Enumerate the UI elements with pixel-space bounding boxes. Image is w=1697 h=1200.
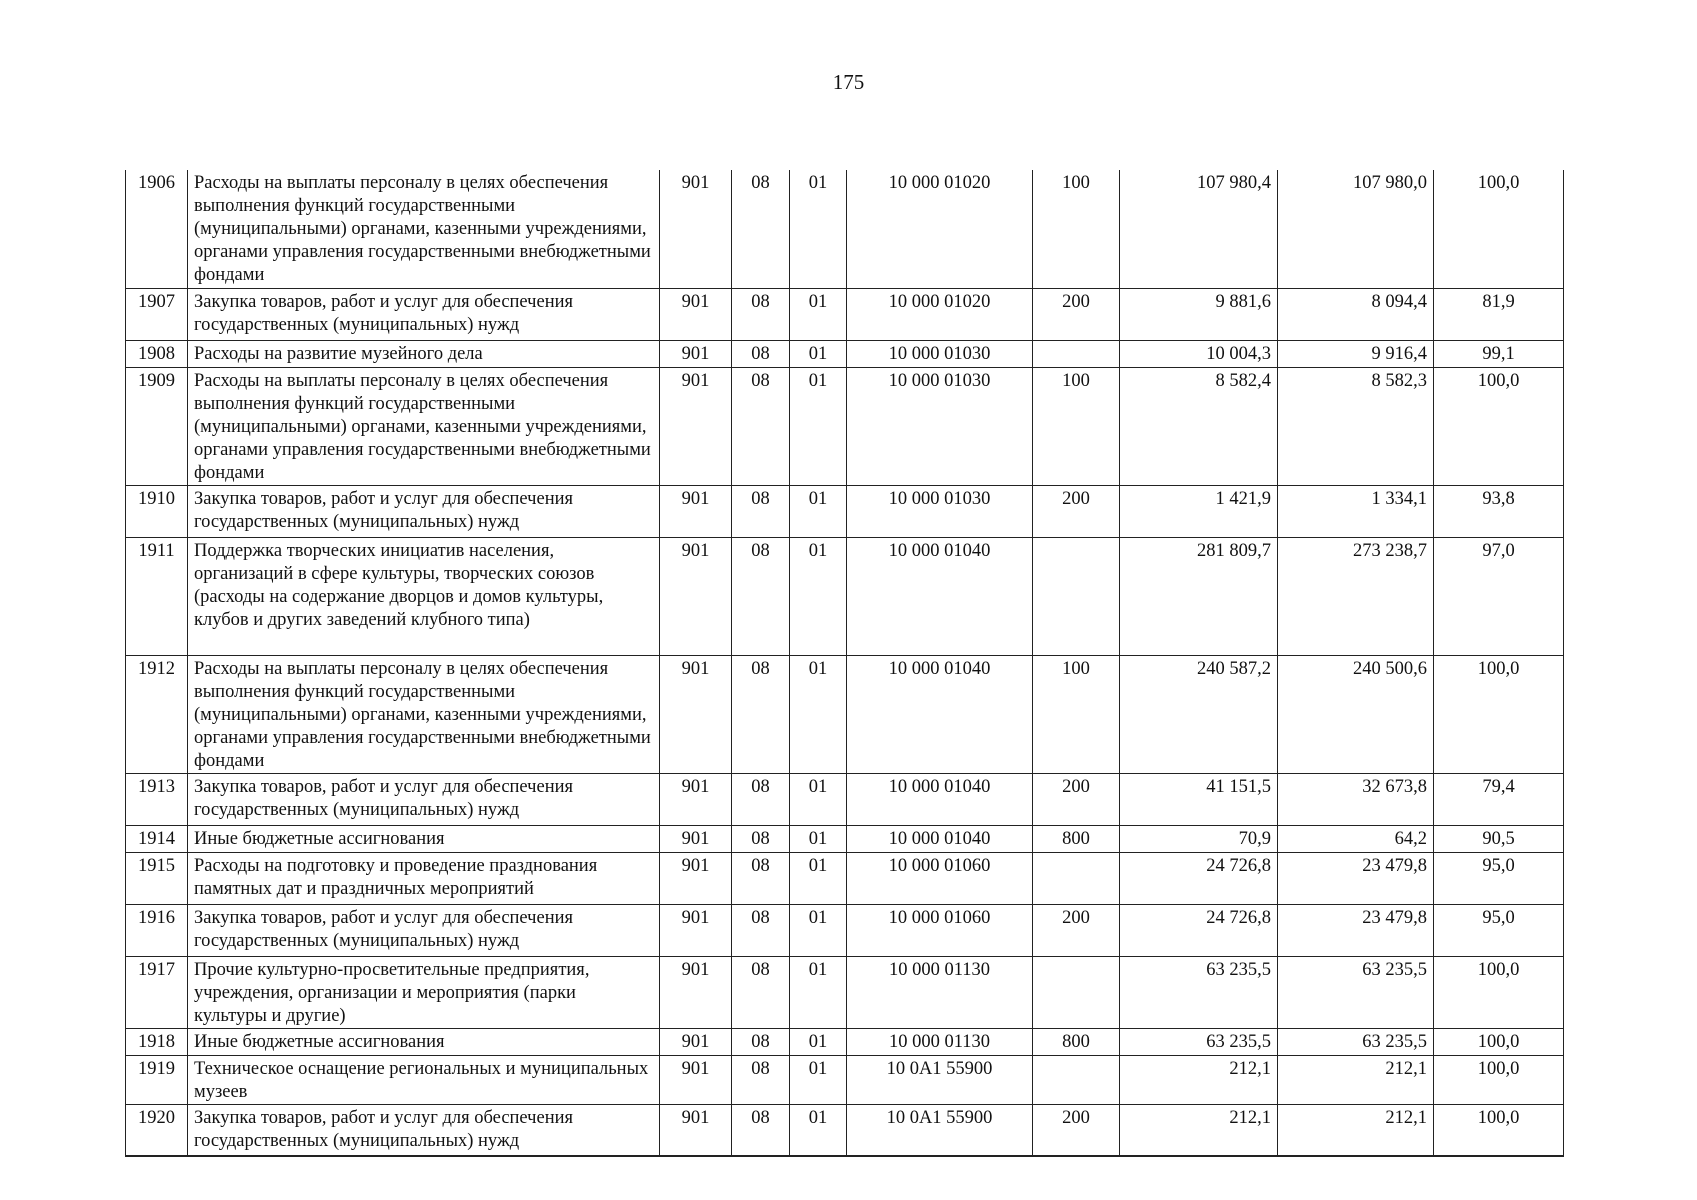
table-row — [126, 825, 1564, 852]
ved-code: 901 — [660, 904, 732, 956]
subsection-code: 01 — [790, 655, 847, 773]
execution-percent: 97,0 — [1434, 537, 1564, 655]
section-code: 08 — [732, 288, 790, 340]
expense-type-code — [1033, 852, 1120, 904]
table-row — [126, 773, 1564, 825]
row-number: 1917 — [126, 956, 188, 1028]
ved-code: 901 — [660, 1104, 732, 1156]
execution-percent: 95,0 — [1434, 904, 1564, 956]
ved-code: 901 — [660, 1055, 732, 1104]
execution-percent: 100,0 — [1434, 956, 1564, 1028]
planned-amount: 24 726,8 — [1120, 852, 1278, 904]
table-row — [126, 956, 1564, 1028]
table-row — [126, 852, 1564, 904]
expense-type-code — [1033, 1055, 1120, 1104]
ved-code: 901 — [660, 288, 732, 340]
row-number: 1907 — [126, 288, 188, 340]
planned-amount: 9 881,6 — [1120, 288, 1278, 340]
target-article-code: 10 000 01130 — [847, 1028, 1033, 1055]
execution-percent: 95,0 — [1434, 852, 1564, 904]
row-number: 1910 — [126, 485, 188, 537]
row-number: 1911 — [126, 537, 188, 655]
table-row — [126, 340, 1564, 367]
subsection-code: 01 — [790, 288, 847, 340]
execution-percent: 100,0 — [1434, 655, 1564, 773]
table-row — [126, 1055, 1564, 1104]
section-code: 08 — [732, 537, 790, 655]
target-article-code: 10 000 01020 — [847, 288, 1033, 340]
planned-amount: 63 235,5 — [1120, 1028, 1278, 1055]
row-name: Закупка товаров, работ и услуг для обеспечения государственных (муниципальных) нужд — [188, 773, 660, 825]
subsection-code: 01 — [790, 825, 847, 852]
section-code: 08 — [732, 773, 790, 825]
execution-percent: 100,0 — [1434, 1055, 1564, 1104]
row-number: 1915 — [126, 852, 188, 904]
target-article-code: 10 000 01060 — [847, 852, 1033, 904]
row-number: 1912 — [126, 655, 188, 773]
target-article-code: 10 000 01020 — [847, 170, 1033, 288]
subsection-code: 01 — [790, 1055, 847, 1104]
section-code: 08 — [732, 1028, 790, 1055]
target-article-code: 10 000 01030 — [847, 485, 1033, 537]
actual-amount: 63 235,5 — [1278, 1028, 1434, 1055]
execution-percent: 79,4 — [1434, 773, 1564, 825]
row-number: 1908 — [126, 340, 188, 367]
target-article-code: 10 000 01040 — [847, 537, 1033, 655]
row-name: Прочие культурно-просветительные предприятия, учреждения, организации и мероприятия (парки культуры и другие) — [188, 956, 660, 1028]
planned-amount: 8 582,4 — [1120, 367, 1278, 485]
row-name: Иные бюджетные ассигнования — [188, 1028, 660, 1055]
expense-type-code: 100 — [1033, 367, 1120, 485]
table-row — [126, 170, 1564, 288]
ved-code: 901 — [660, 852, 732, 904]
target-article-code: 10 000 01060 — [847, 904, 1033, 956]
expense-type-code — [1033, 537, 1120, 655]
expense-type-code: 200 — [1033, 485, 1120, 537]
section-code: 08 — [732, 170, 790, 288]
planned-amount: 10 004,3 — [1120, 340, 1278, 367]
subsection-code: 01 — [790, 904, 847, 956]
target-article-code: 10 000 01030 — [847, 340, 1033, 367]
actual-amount: 23 479,8 — [1278, 852, 1434, 904]
planned-amount: 212,1 — [1120, 1104, 1278, 1156]
target-article-code: 10 000 01030 — [847, 367, 1033, 485]
actual-amount: 1 334,1 — [1278, 485, 1434, 537]
target-article-code: 10 0A1 55900 — [847, 1055, 1033, 1104]
actual-amount: 212,1 — [1278, 1055, 1434, 1104]
planned-amount: 1 421,9 — [1120, 485, 1278, 537]
row-name: Расходы на выплаты персоналу в целях обеспечения выполнения функций государственными (муниципальными) органами, казенными учреждениями, органами управления государственными внебюджетными фондами — [188, 367, 660, 485]
subsection-code: 01 — [790, 1104, 847, 1156]
row-number: 1906 — [126, 170, 188, 288]
expense-type-code: 200 — [1033, 904, 1120, 956]
row-number: 1916 — [126, 904, 188, 956]
planned-amount: 240 587,2 — [1120, 655, 1278, 773]
execution-percent: 100,0 — [1434, 1028, 1564, 1055]
expense-type-code: 200 — [1033, 773, 1120, 825]
row-name: Закупка товаров, работ и услуг для обеспечения государственных (муниципальных) нужд — [188, 904, 660, 956]
ved-code: 901 — [660, 825, 732, 852]
expense-type-code: 200 — [1033, 288, 1120, 340]
row-number: 1920 — [126, 1104, 188, 1156]
actual-amount: 23 479,8 — [1278, 904, 1434, 956]
planned-amount: 70,9 — [1120, 825, 1278, 852]
ved-code: 901 — [660, 170, 732, 288]
expense-type-code: 100 — [1033, 655, 1120, 773]
row-name: Расходы на выплаты персоналу в целях обеспечения выполнения функций государственными (муниципальными) органами, казенными учреждениями, органами управления государственными внебюджетными фондами — [188, 170, 660, 288]
row-name: Расходы на выплаты персоналу в целях обеспечения выполнения функций государственными (муниципальными) органами, казенными учреждениями, органами управления государственными внебюджетными фондами — [188, 655, 660, 773]
planned-amount: 212,1 — [1120, 1055, 1278, 1104]
row-number: 1914 — [126, 825, 188, 852]
expense-type-code: 100 — [1033, 170, 1120, 288]
section-code: 08 — [732, 852, 790, 904]
subsection-code: 01 — [790, 956, 847, 1028]
section-code: 08 — [732, 1055, 790, 1104]
row-number: 1919 — [126, 1055, 188, 1104]
subsection-code: 01 — [790, 340, 847, 367]
subsection-code: 01 — [790, 1028, 847, 1055]
execution-percent: 90,5 — [1434, 825, 1564, 852]
actual-amount: 63 235,5 — [1278, 956, 1434, 1028]
expense-type-code: 800 — [1033, 825, 1120, 852]
page-number: 175 — [832, 70, 865, 94]
table-row — [126, 1104, 1564, 1156]
section-code: 08 — [732, 485, 790, 537]
row-name: Иные бюджетные ассигнования — [188, 825, 660, 852]
actual-amount: 8 094,4 — [1278, 288, 1434, 340]
row-name: Поддержка творческих инициатив населения, организаций в сфере культуры, творческих союзов (расходы на содержание дворцов и домов культуры, клубов и других заведений клубного типа) — [188, 537, 660, 655]
target-article-code: 10 000 01040 — [847, 773, 1033, 825]
subsection-code: 01 — [790, 170, 847, 288]
section-code: 08 — [732, 655, 790, 773]
actual-amount: 8 582,3 — [1278, 367, 1434, 485]
planned-amount: 281 809,7 — [1120, 537, 1278, 655]
table-row — [126, 1028, 1564, 1055]
expense-type-code — [1033, 340, 1120, 367]
expense-type-code — [1033, 956, 1120, 1028]
section-code: 08 — [732, 1104, 790, 1156]
budget-table — [125, 170, 1564, 1157]
execution-percent: 93,8 — [1434, 485, 1564, 537]
planned-amount: 41 151,5 — [1120, 773, 1278, 825]
table-row — [126, 655, 1564, 773]
ved-code: 901 — [660, 956, 732, 1028]
row-number: 1913 — [126, 773, 188, 825]
section-code: 08 — [732, 904, 790, 956]
ved-code: 901 — [660, 1028, 732, 1055]
section-code: 08 — [732, 825, 790, 852]
ved-code: 901 — [660, 340, 732, 367]
table-row — [126, 537, 1564, 655]
execution-percent: 100,0 — [1434, 367, 1564, 485]
section-code: 08 — [732, 340, 790, 367]
subsection-code: 01 — [790, 485, 847, 537]
actual-amount: 107 980,0 — [1278, 170, 1434, 288]
row-name: Закупка товаров, работ и услуг для обеспечения государственных (муниципальных) нужд — [188, 1104, 660, 1156]
planned-amount: 107 980,4 — [1120, 170, 1278, 288]
subsection-code: 01 — [790, 367, 847, 485]
table-body — [126, 170, 1564, 1156]
section-code: 08 — [732, 956, 790, 1028]
actual-amount: 240 500,6 — [1278, 655, 1434, 773]
row-name: Закупка товаров, работ и услуг для обеспечения государственных (муниципальных) нужд — [188, 288, 660, 340]
actual-amount: 273 238,7 — [1278, 537, 1434, 655]
row-number: 1918 — [126, 1028, 188, 1055]
planned-amount: 24 726,8 — [1120, 904, 1278, 956]
row-name: Закупка товаров, работ и услуг для обеспечения государственных (муниципальных) нужд — [188, 485, 660, 537]
row-name: Расходы на развитие музейного дела — [188, 340, 660, 367]
table-row — [126, 485, 1564, 537]
actual-amount: 32 673,8 — [1278, 773, 1434, 825]
actual-amount: 9 916,4 — [1278, 340, 1434, 367]
row-name: Расходы на подготовку и проведение празднования памятных дат и праздничных мероприятий — [188, 852, 660, 904]
execution-percent: 99,1 — [1434, 340, 1564, 367]
expense-type-code: 800 — [1033, 1028, 1120, 1055]
ved-code: 901 — [660, 773, 732, 825]
subsection-code: 01 — [790, 773, 847, 825]
row-name: Техническое оснащение региональных и муниципальных музеев — [188, 1055, 660, 1104]
table-row — [126, 904, 1564, 956]
target-article-code: 10 000 01040 — [847, 655, 1033, 773]
subsection-code: 01 — [790, 852, 847, 904]
actual-amount: 64,2 — [1278, 825, 1434, 852]
section-code: 08 — [732, 367, 790, 485]
subsection-code: 01 — [790, 537, 847, 655]
execution-percent: 100,0 — [1434, 1104, 1564, 1156]
table-row — [126, 367, 1564, 485]
execution-percent: 81,9 — [1434, 288, 1564, 340]
ved-code: 901 — [660, 485, 732, 537]
target-article-code: 10 0A1 55900 — [847, 1104, 1033, 1156]
ved-code: 901 — [660, 655, 732, 773]
execution-percent: 100,0 — [1434, 170, 1564, 288]
target-article-code: 10 000 01040 — [847, 825, 1033, 852]
target-article-code: 10 000 01130 — [847, 956, 1033, 1028]
table-row — [126, 288, 1564, 340]
expense-type-code: 200 — [1033, 1104, 1120, 1156]
planned-amount: 63 235,5 — [1120, 956, 1278, 1028]
row-number: 1909 — [126, 367, 188, 485]
ved-code: 901 — [660, 537, 732, 655]
actual-amount: 212,1 — [1278, 1104, 1434, 1156]
ved-code: 901 — [660, 367, 732, 485]
